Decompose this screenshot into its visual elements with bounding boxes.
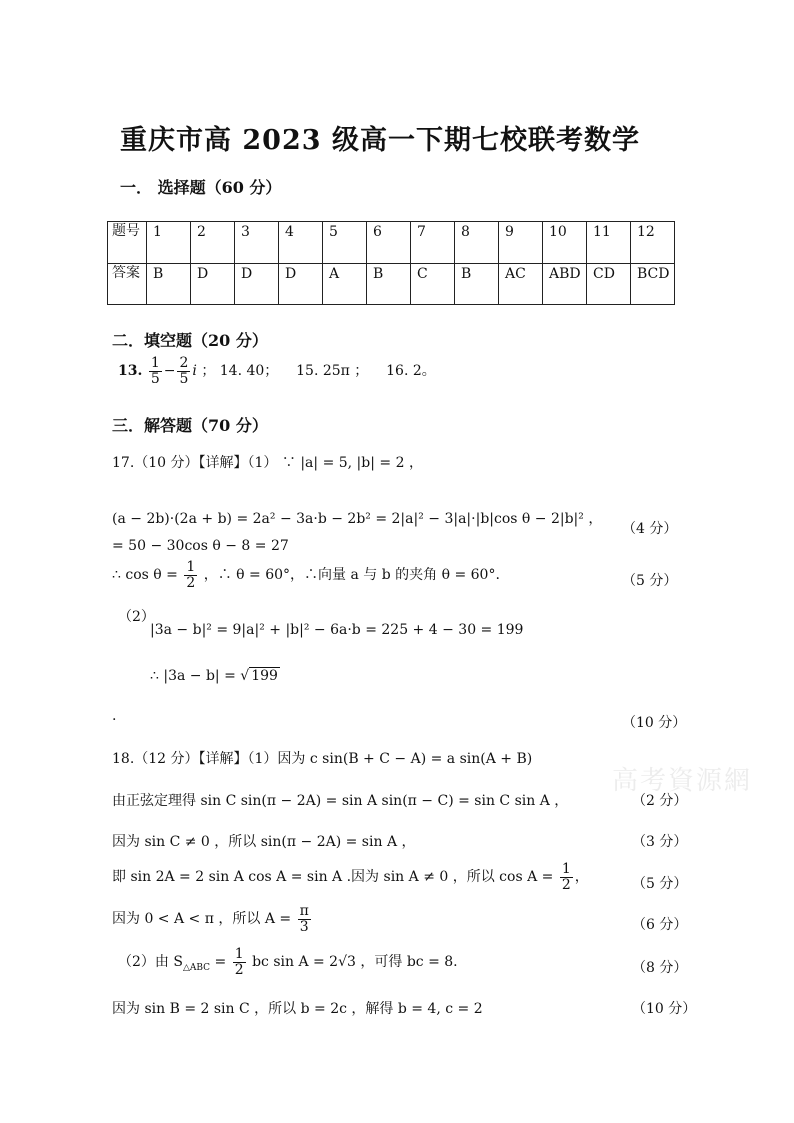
q17-line4a: ∴ cos θ = — [112, 567, 178, 584]
q17-head: 17.（10 分）【详解】（1） — [112, 455, 278, 471]
q18-line5c: bc sin A = 2√3 ，可得 bc = 8. — [252, 954, 458, 971]
table-cell: CD — [587, 263, 631, 305]
table-cell: A — [323, 263, 367, 305]
table-cell: 10 — [543, 222, 587, 264]
q18-score-5: （8 分） — [632, 960, 688, 976]
q18-line5b: = — [214, 954, 227, 971]
q18-score-3: （5 分） — [632, 876, 688, 892]
q13-frac1-numerator: 1 — [150, 355, 160, 371]
table-cell: 7 — [411, 222, 455, 264]
table-row-answers — [108, 263, 675, 305]
table-cell: 4 — [279, 222, 323, 264]
table-cell: B — [147, 263, 191, 305]
q17-line4 — [112, 560, 500, 590]
q17-half-denominator: 2 — [186, 574, 196, 591]
q17-line6: ∴ |3a − b| = √ 199 — [150, 668, 278, 684]
table-cell: 8 — [455, 222, 499, 264]
q13-frac2-denominator: 5 — [179, 370, 189, 387]
table-cell: 1 — [147, 222, 191, 264]
q17-line5: |3a − b|² = 9|a|² + |b|² − 6a·b = 225 + 4 − 30 = 199 — [150, 622, 524, 638]
table-cell: BCD — [631, 263, 675, 305]
q18-line5-denominator: 2 — [234, 961, 244, 978]
table-cell: D — [279, 263, 323, 305]
q17-dot: . — [112, 708, 117, 724]
q16-answer: 16. 2。 — [386, 363, 436, 380]
fill-answers-line: 13. $\frac{1}{5}$ − $\frac{2}{5}$ i ； 14. 40； 15. 25π ； 16. 2。 — [118, 355, 436, 387]
q18-line5-numerator: 1 — [234, 946, 244, 962]
q17-score-2: （5 分） — [622, 573, 678, 589]
q18-line4a: 因为 0 < A < π ，所以 A = — [112, 911, 292, 928]
q18-score-2: （3 分） — [632, 834, 688, 850]
table-header-answer: 答案 — [108, 263, 147, 305]
q13-fraction-1 — [149, 356, 162, 386]
section-fill-heading: 二．填空题（20 分） — [112, 331, 268, 350]
q17-sqrt-value: 199 — [251, 668, 278, 684]
q14-answer: ； 14. 40； — [201, 363, 279, 380]
table-header-number: 题号 — [108, 222, 147, 264]
table-cell: 9 — [499, 222, 543, 264]
table-cell: 6 — [367, 222, 411, 264]
q18-score-1: （2 分） — [632, 793, 688, 809]
q13-frac2-numerator: 2 — [179, 355, 189, 371]
q17-given: ∵ |a| = 5, |b| = 2 ， — [281, 455, 423, 471]
q17-heading — [112, 452, 423, 472]
q18-line2: 因为 sin C ≠ 0 ，所以 sin(π − 2A) = sin A ， — [112, 834, 416, 850]
watermark: 高考資源網 — [612, 766, 753, 796]
q13-fraction-2 — [177, 356, 190, 386]
table-cell: C — [411, 263, 455, 305]
q18-line4-denominator: 3 — [299, 918, 309, 935]
q18-line3: 即 sin 2A = 2 sin A cos A = sin A .因为 sin A ≠ 0 ，所以 cos A = $\frac{1}{2}$ ， — [112, 861, 589, 893]
table-cell: AC — [499, 263, 543, 305]
q18-line5 — [118, 947, 458, 977]
answer-table — [107, 221, 675, 305]
q18-line6: 因为 sin B = 2 sin C ，所以 b = 2c ，解得 b = 4, c = 2 — [112, 1001, 483, 1017]
page-title: 重庆市高 2023 级高一下期七校联考数学 — [120, 125, 640, 156]
q17-half-fraction — [184, 560, 197, 590]
section-solution-heading: 三．解答题（70 分） — [112, 416, 268, 435]
q18-line5a: （2）由 S — [118, 954, 183, 971]
q17-part2-label: （2） — [118, 609, 155, 625]
q18-score-4: （6 分） — [632, 917, 688, 933]
q18-line3-denominator: 2 — [561, 876, 571, 893]
q18-line3a: 即 sin 2A = 2 sin A cos A = sin A .因为 sin A ≠ 0 ，所以 cos A = — [112, 869, 554, 886]
q18-line4-numerator: π — [299, 903, 309, 919]
q18-line4 — [112, 904, 313, 934]
q17-half-numerator: 1 — [186, 559, 196, 575]
q13-imaginary-unit: i — [192, 363, 197, 380]
q17-line6a: ∴ |3a − b| = — [150, 668, 236, 684]
section-choice-heading: 一． 选择题（60 分） — [120, 178, 282, 197]
q13-label: 13. — [118, 363, 143, 380]
q18-line3-numerator: 1 — [561, 861, 571, 877]
q17-line2: (a − 2b)·(2a + b) = 2a² − 3a·b − 2b² = 2|a|² − 3|a|·|b|cos θ − 2|b|² ， — [112, 511, 603, 527]
table-cell: D — [235, 263, 279, 305]
table-cell: B — [455, 263, 499, 305]
q18-line5-subscript: △ABC — [182, 962, 211, 973]
table-cell: D — [191, 263, 235, 305]
table-cell: 5 — [323, 222, 367, 264]
table-cell: B — [367, 263, 411, 305]
table-cell: ABD — [543, 263, 587, 305]
table-cell: 12 — [631, 222, 675, 264]
table-cell: 3 — [235, 222, 279, 264]
q17-score-3: （10 分） — [622, 715, 687, 731]
table-row-numbers — [108, 222, 675, 264]
q17-score-1: （4 分） — [622, 521, 678, 537]
q13-frac1-denominator: 5 — [150, 370, 160, 387]
table-cell: 11 — [587, 222, 631, 264]
q15-answer: 15. 25π ； — [296, 363, 369, 380]
q17-line3: = 50 − 30cos θ − 8 = 27 — [112, 538, 289, 554]
table-cell: 2 — [191, 222, 235, 264]
q18-line3-fraction — [560, 862, 573, 892]
q18-head: 18.（12 分）【详解】（1）因为 c sin(B + C − A) = a sin(A + B) — [112, 751, 533, 767]
q18-line5-fraction — [233, 947, 246, 977]
q18-line4-fraction — [298, 904, 311, 934]
q17-line4b: ，∴ θ = 60°，∴向量 a 与 b 的夹角 θ = 60°. — [203, 567, 500, 584]
q18-line1: 由正弦定理得 sin C sin(π − 2A) = sin A sin(π − C) = sin C sin A ， — [112, 793, 569, 809]
q18-score-6: （10 分） — [632, 1001, 697, 1017]
